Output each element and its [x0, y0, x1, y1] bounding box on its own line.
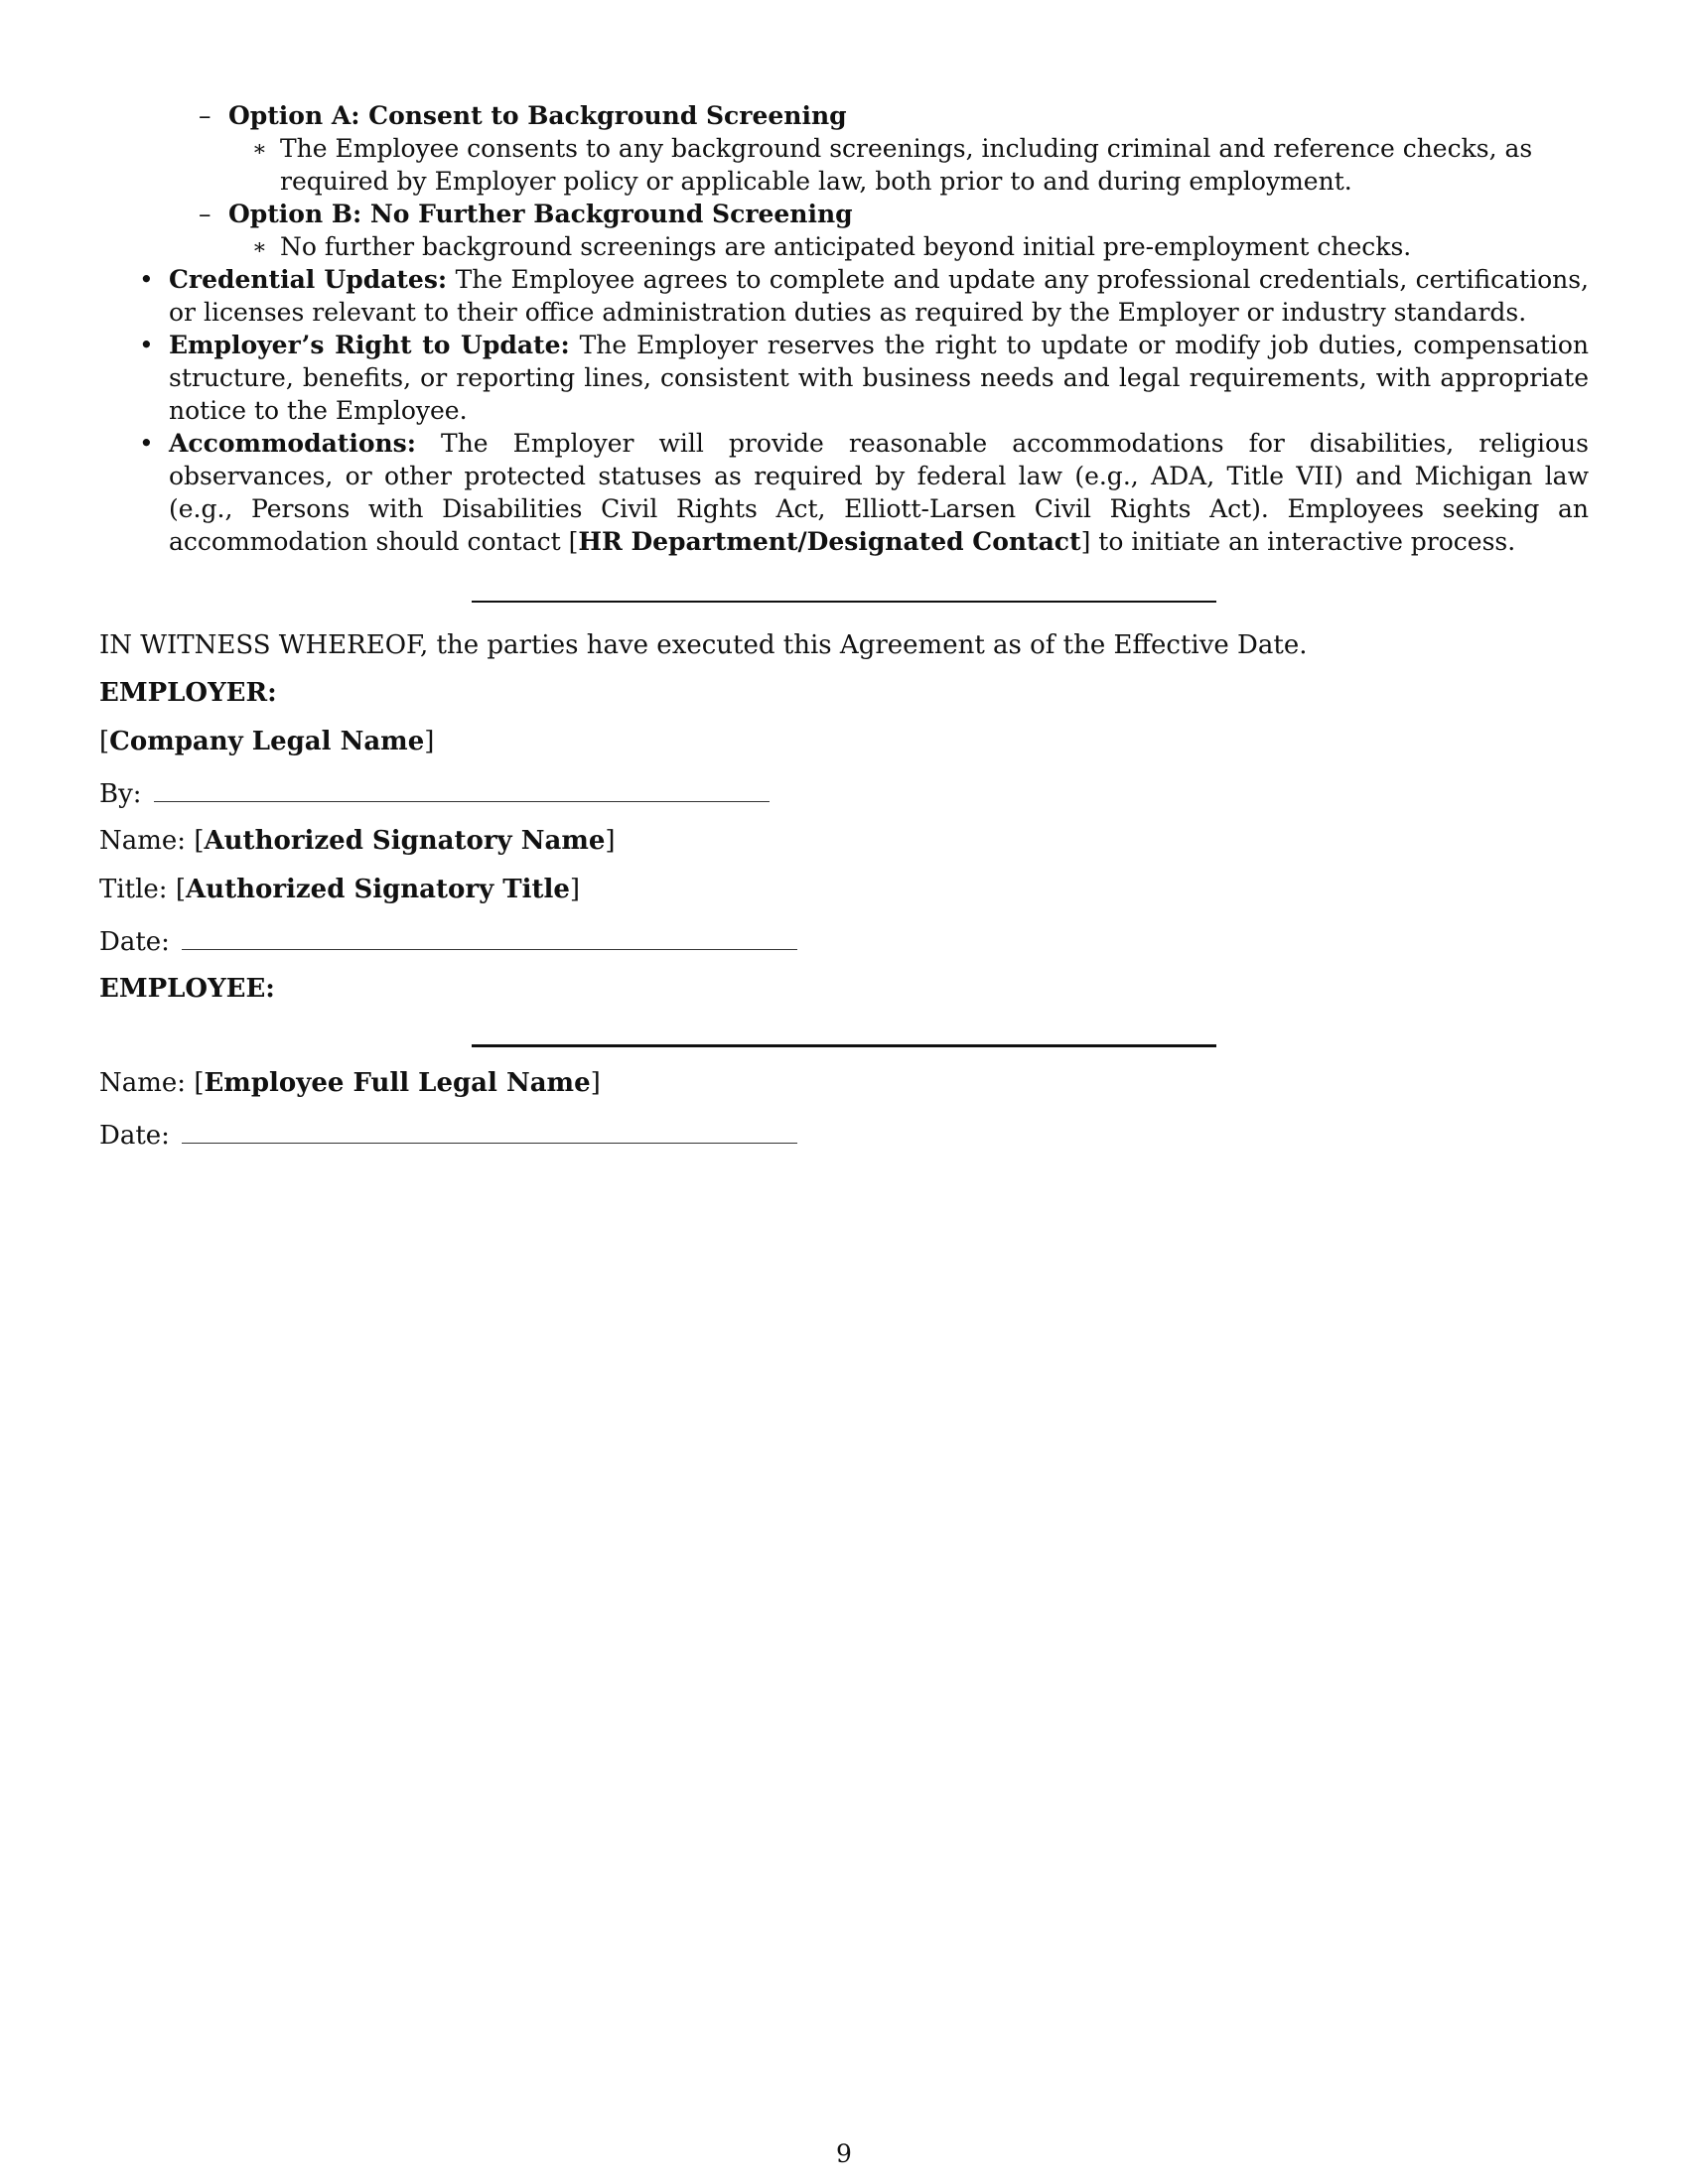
credential-updates-item	[99, 263, 1589, 329]
asterisk-marker: ∗	[252, 137, 267, 162]
name-label: Name:	[99, 1068, 187, 1098]
accommodations-text-end: ] to initiate an interactive process.	[1080, 527, 1516, 556]
bullet-marker: •	[139, 265, 154, 294]
accommodations-contact: HR Department/Designated Contact	[578, 527, 1081, 556]
dash-marker: –	[199, 200, 211, 228]
signatory-name-line: Name: [Authorized Signatory Name]	[99, 826, 616, 856]
option-a-heading	[99, 99, 1589, 132]
employee-date-line	[99, 1117, 797, 1153]
employee-date-field[interactable]	[182, 1117, 797, 1144]
credential-updates-text: The Employee agrees to complete and update any professional credentials, certifications, or licenses relevant to their office administration duties as required by the Employer or industry standards.	[169, 265, 1590, 327]
clause-list	[99, 99, 1589, 558]
employee-signature-line[interactable]	[472, 1044, 1216, 1047]
employer-date-field[interactable]	[182, 923, 797, 950]
option-a-text: The Employee consents to any background screenings, including criminal and reference checks, as required by Employer policy or applicable law, both prior to and during employment.	[280, 134, 1533, 196]
right-to-update-label: Employer’s Right to Update:	[169, 331, 570, 359]
dash-marker: –	[199, 101, 211, 130]
right-to-update-item	[99, 329, 1589, 427]
option-b-text: No further background screenings are anticipated beyond initial pre-employment checks.	[280, 232, 1412, 261]
date-label: Date:	[99, 1121, 170, 1151]
employer-date-line	[99, 923, 797, 959]
witness-statement	[99, 629, 1307, 662]
bullet-marker: •	[139, 331, 154, 359]
signatory-title-placeholder: Authorized Signatory Title	[186, 875, 570, 904]
accommodations-label: Accommodations:	[169, 429, 416, 458]
company-name-line: [Company Legal Name]	[99, 727, 435, 756]
asterisk-marker: ∗	[252, 235, 267, 260]
option-a-title: Option A: Consent to Background Screening	[228, 101, 847, 130]
signatory-title-line: Title: [Authorized Signatory Title]	[99, 875, 581, 904]
title-label: Title:	[99, 875, 168, 904]
employer-heading	[99, 677, 277, 710]
page-number: 9	[836, 2139, 852, 2168]
bullet-marker: •	[139, 429, 154, 458]
right-to-update-text: The Employer reserves the right to update or modify job duties, compensation structure, benefits, or reporting lines, consistent with business needs and legal requirements, with appropriate notice to the Employee.	[169, 331, 1590, 425]
employer-heading-text: EMPLOYER:	[99, 678, 277, 708]
witness-text: IN WITNESS WHEREOF, the parties have executed this Agreement as of the Effective Date.	[99, 630, 1308, 660]
option-b-title: Option B: No Further Background Screening	[228, 200, 853, 228]
section-divider	[472, 601, 1216, 603]
employee-heading	[99, 973, 275, 1006]
employee-heading-text: EMPLOYEE:	[99, 974, 275, 1004]
accommodations-text: The Employer will provide reasonable accommodations for disabilities, religious observances, or other protected statuses as required by federal law (e.g., ADA, Title VII) and Michigan law (e.g., Persons with Disabilities Civil Rights Act, Elliott-Larsen Civil Rights Act). Employees seeking an accommodation should contact [	[169, 429, 1589, 556]
accommodations-item	[99, 427, 1589, 558]
company-name-placeholder: Company Legal Name	[109, 727, 425, 756]
by-label: By:	[99, 779, 142, 809]
option-b-item	[99, 230, 1589, 263]
date-label: Date:	[99, 927, 170, 957]
employer-by-line	[99, 775, 770, 811]
option-b-heading	[99, 198, 1589, 230]
option-a-item	[99, 132, 1589, 198]
name-label: Name:	[99, 826, 187, 856]
employee-name-line: Name: [Employee Full Legal Name]	[99, 1068, 601, 1098]
credential-updates-label: Credential Updates:	[169, 265, 448, 294]
signatory-name-placeholder: Authorized Signatory Name	[204, 826, 606, 856]
employee-name-placeholder: Employee Full Legal Name	[204, 1068, 591, 1098]
employer-signature-line[interactable]	[154, 775, 770, 802]
